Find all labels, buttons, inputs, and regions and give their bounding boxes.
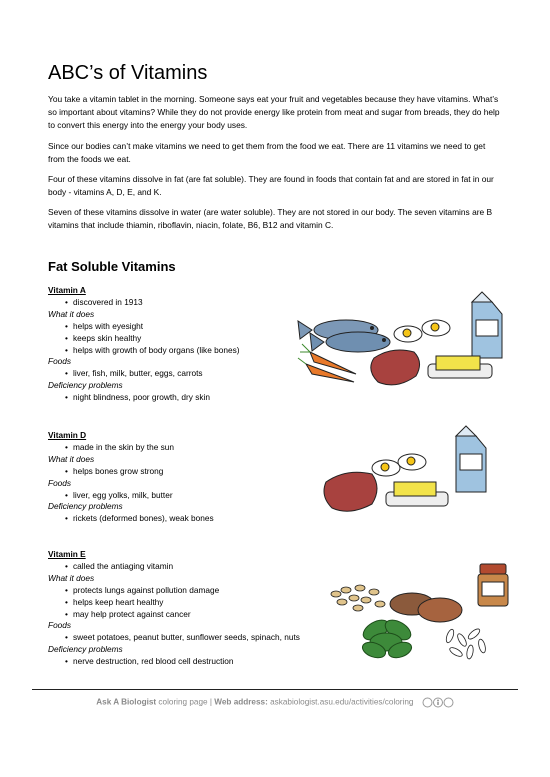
vitamin-d-block (48, 430, 348, 525)
nuts-icon (331, 585, 385, 611)
vitamin-name: Vitamin D (48, 430, 87, 440)
list-item: • helps with eyesight (48, 321, 348, 333)
subheading: Foods (48, 620, 72, 631)
vitamin-e-block (48, 549, 348, 668)
subheading: Deficiency problems (48, 644, 123, 655)
list-item: • called the antiaging vitamin (48, 561, 348, 573)
subheading: What it does (48, 453, 95, 464)
footer-brand: Ask A Biologist (96, 697, 157, 707)
list-item: • sweet potatoes, peanut butter, sunflower seeds, spinach, nuts (48, 632, 348, 644)
list-item: • night blindness, poor growth, dry skin (48, 392, 348, 404)
list-item: • liver, egg yolks, milk, butter (48, 490, 348, 502)
list-item: • discovered in 1913 (48, 297, 348, 309)
vitamin-name: Vitamin A (48, 285, 86, 295)
subheading: What it does (48, 572, 95, 583)
footer-text: coloring page | (156, 697, 215, 707)
list-item: • helps with growth of body organs (like bones) (48, 345, 348, 357)
spinach-icon (360, 616, 414, 661)
vitamin-d-foods-illustration (320, 422, 510, 527)
footer (0, 697, 550, 708)
sunflower-seeds-icon (445, 627, 487, 659)
section-title: Fat Soluble Vitamins (48, 259, 176, 274)
vitamin-a-foods-illustration (296, 290, 511, 395)
egg-icon (394, 320, 450, 342)
list-item: • protects lungs against pollution damage (48, 585, 348, 597)
intro-paragraph-1: You take a vitamin tablet in the morning. Someone says eat your fruit and vegetables because they have vitamins. What’s so important about vitamins? While they do not provide energy like protein from meat and sugar from breads, they do help to convert this energy into the energy your body uses. (48, 94, 500, 130)
list-item: • helps keep heart healthy (48, 597, 348, 609)
intro-paragraph-3: Four of these vitamins dissolve in fat (are fat soluble). They are found in foods that contain fat and are stored in fat in our body - vitamins A, D, E, and K. (48, 174, 494, 197)
list-item: • keeps skin healthy (48, 333, 348, 345)
milk-carton-icon (456, 426, 486, 492)
liver-icon (324, 472, 377, 511)
page-title: ABC’s of Vitamins (48, 62, 208, 84)
peanut-butter-jar-icon (478, 564, 508, 606)
creative-commons-license-icon (422, 697, 454, 708)
list-item: • made in the skin by the sun (48, 442, 348, 454)
subheading: Deficiency problems (48, 380, 123, 391)
list-item: • helps bones grow strong (48, 466, 348, 478)
subheading: Foods (48, 356, 72, 367)
footer-url: askabiologist.asu.edu/activities/coloring (267, 697, 414, 707)
intro-paragraph-4: Seven of these vitamins dissolve in water (are water soluble). They are not stored in our body. The seven vitamins are B vitamins that include thiamin, riboflavin, niacin, folate, B6, B12 and vitamin C. (48, 207, 493, 230)
subheading: What it does (48, 308, 95, 319)
vitamin-e-foods-illustration (330, 560, 510, 680)
footer-divider (32, 689, 518, 690)
milk-carton-icon (472, 292, 502, 358)
footer-web-label: Web address: (214, 697, 268, 707)
vitamin-name: Vitamin E (48, 549, 86, 559)
butter-icon (386, 482, 448, 506)
sweet-potato-icon (390, 593, 462, 622)
butter-icon (428, 356, 492, 378)
list-item: • rickets (deformed bones), weak bones (48, 513, 348, 525)
liver-icon (371, 350, 420, 385)
intro-paragraph-2: Since our bodies can’t make vitamins we need to get them from the food we eat. There are 11 vitamins we need to get from the foods we eat. (48, 141, 486, 164)
subheading: Foods (48, 477, 72, 488)
egg-icon (372, 454, 426, 476)
list-item: • nerve destruction, red blood cell destruction (48, 656, 348, 668)
subheading: Deficiency problems (48, 501, 123, 512)
list-item: • liver, fish, milk, butter, eggs, carrots (48, 368, 348, 380)
fish-icon (298, 320, 390, 352)
list-item: • may help protect against cancer (48, 609, 348, 621)
